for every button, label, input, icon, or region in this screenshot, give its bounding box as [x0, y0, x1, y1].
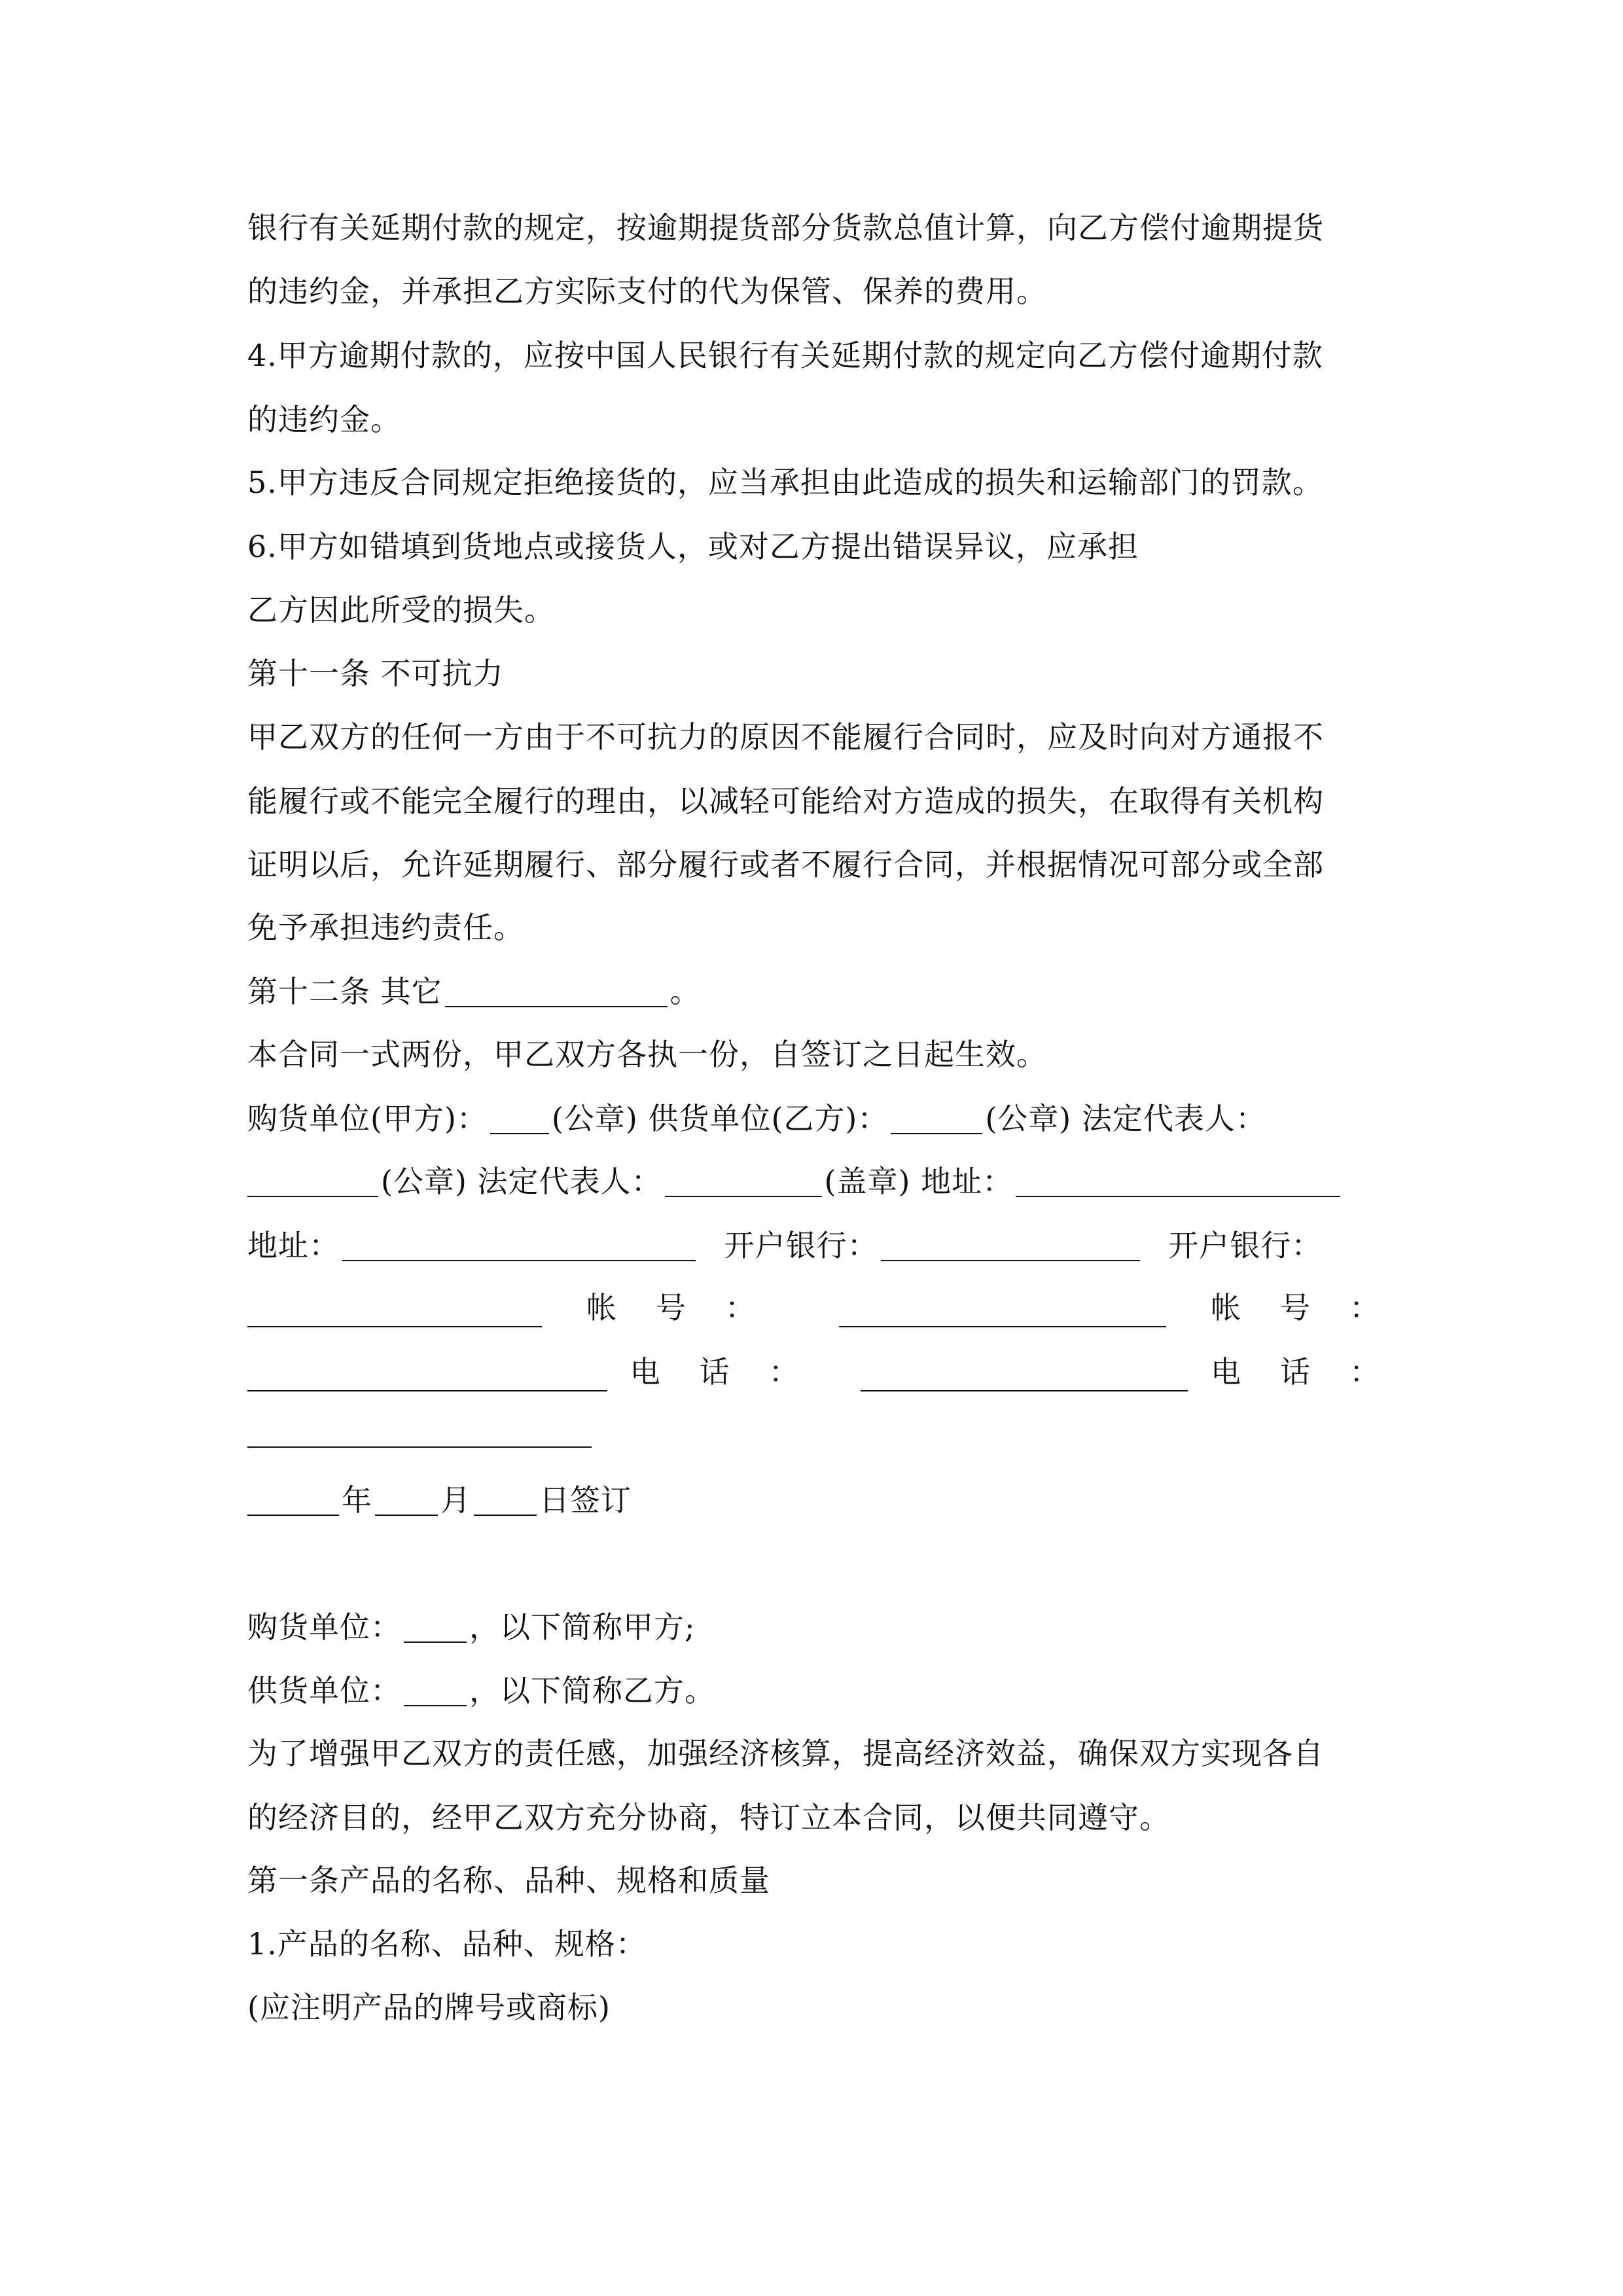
legal-rep-label: 法定代表人： — [1081, 1101, 1266, 1136]
supplier-label: 供货单位： — [247, 1673, 401, 1708]
blank-field[interactable] — [342, 1231, 696, 1261]
article-1-heading: 第一条产品的名称、品种、规格和质量 — [247, 1863, 770, 1898]
blank-field[interactable] — [839, 1297, 1166, 1327]
intro-line: 为了增强甲乙双方的责任感，加强经济核算，提高经济效益，确保双方实现各自 — [247, 1736, 1324, 1771]
seal-label: (公章) — [985, 1101, 1072, 1136]
article-1-note: (应注明产品的牌号或商标) — [247, 1990, 611, 2025]
date-line — [247, 1480, 1399, 1520]
blank-field[interactable] — [861, 1361, 1188, 1391]
article-11-heading: 第十一条 不可抗力 — [247, 656, 504, 691]
text-line: 证明以后，允许延期履行、部分履行或者不履行合同，并根据情况可部分或全部 — [247, 847, 1324, 882]
sign-line-3 — [247, 1226, 1399, 1265]
month-blank[interactable] — [375, 1486, 438, 1516]
buyer-suffix: ，以下简称甲方; — [469, 1609, 696, 1645]
intro-line: 的经济目的，经甲乙双方充分协商，特订立本合同，以便共同遵守。 — [247, 1800, 1170, 1835]
account-label: 帐号： — [586, 1290, 794, 1325]
blank-field[interactable] — [247, 1167, 378, 1197]
blank-field[interactable] — [404, 1613, 467, 1643]
blank-field[interactable] — [247, 1361, 607, 1391]
supplier-unit-label: 供货单位(乙方)： — [648, 1101, 889, 1136]
text-line: 5.甲方违反合同规定拒绝接货的，应当承担由此造成的损失和运输部门的罚款。 — [247, 465, 1323, 500]
blank-field[interactable] — [891, 1104, 982, 1134]
blank-field[interactable] — [247, 1418, 592, 1448]
month-label: 月 — [440, 1482, 471, 1518]
address-label: 地址： — [247, 1228, 340, 1263]
year-blank[interactable] — [247, 1486, 339, 1516]
text-line: 乙方因此所受的损失。 — [247, 592, 555, 628]
buyer-label: 购货单位： — [247, 1609, 401, 1645]
text-line: 4.甲方逾期付款的，应按中国人民银行有关延期付款的规定向乙方偿付逾期付款 — [247, 338, 1323, 373]
bank-label: 开户银行： — [1168, 1228, 1323, 1263]
seal-label: (公章) — [381, 1164, 467, 1199]
legal-rep-label: 法定代表人： — [477, 1164, 662, 1199]
day-blank[interactable] — [474, 1486, 537, 1516]
account-label: 帐号： — [1211, 1290, 1419, 1325]
day-signed-label: 日签订 — [539, 1482, 632, 1518]
blank-field[interactable] — [404, 1676, 467, 1706]
sign-line-4 — [247, 1288, 1419, 1327]
phone-label: 电话： — [630, 1354, 838, 1390]
text-line: 甲乙双方的任何一方由于不可抗力的原因不能履行合同时，应及时向对方通报不 — [247, 719, 1324, 755]
text-line: 能履行或不能完全履行的理由，以减轻可能给对方造成的损失，在取得有关机构 — [247, 783, 1324, 819]
supplier-line — [247, 1671, 1399, 1710]
text-line: 银行有关延期付款的规定，按逾期提货部分货款总值计算，向乙方偿付逾期提货 — [247, 210, 1324, 245]
blank-field[interactable] — [881, 1231, 1140, 1261]
sign-line-5 — [247, 1352, 1419, 1391]
seal-label: (盖章) — [824, 1164, 911, 1199]
buyer-unit-label: 购货单位(甲方)： — [247, 1101, 488, 1136]
bank-label: 开户银行： — [724, 1228, 878, 1263]
blank-field[interactable] — [1016, 1167, 1340, 1197]
article-12-prefix: 第十二条 其它 — [247, 974, 442, 1009]
text-line: 6.甲方如错填到货地点或接货人，或对乙方提出错误异议，应承担 — [247, 529, 1139, 564]
sign-line-2 — [247, 1162, 1399, 1201]
buyer-line — [247, 1607, 1399, 1647]
article-12-suffix: 。 — [669, 974, 701, 1009]
blank-field[interactable] — [665, 1167, 822, 1197]
sign-line-6 — [247, 1412, 1399, 1452]
text-line: 免予承担违约责任。 — [247, 910, 524, 945]
sign-line-1 — [247, 1099, 1399, 1138]
text-line: 的违约金。 — [247, 402, 401, 437]
phone-label: 电话： — [1210, 1354, 1419, 1390]
blank-field[interactable] — [247, 1297, 542, 1327]
year-label: 年 — [342, 1482, 372, 1518]
article-12-line — [247, 972, 1399, 1011]
blank-field[interactable] — [445, 977, 668, 1007]
blank-field[interactable] — [490, 1104, 549, 1134]
address-label: 地址： — [921, 1164, 1014, 1199]
article-1-item-1: 1.产品的名称、品种、规格： — [247, 1926, 647, 1962]
effect-clause: 本合同一式两份，甲乙双方各执一份，自签订之日起生效。 — [247, 1037, 1047, 1072]
seal-label: (公章) — [551, 1101, 638, 1136]
text-line: 的违约金，并承担乙方实际支付的代为保管、保养的费用。 — [247, 274, 1047, 309]
supplier-suffix: ，以下简称乙方。 — [469, 1673, 715, 1708]
